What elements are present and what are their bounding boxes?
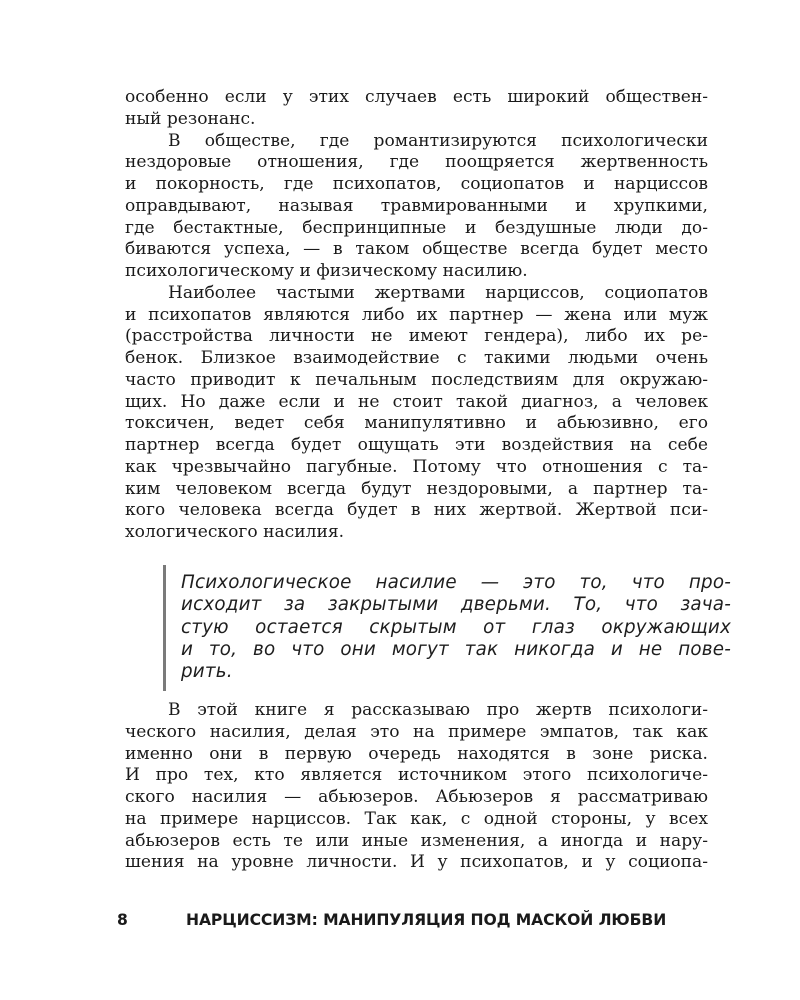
body-text-bottom bbox=[125, 700, 708, 874]
text-line: особенно если у этих случаев есть широкий обществен- bbox=[125, 87, 708, 107]
text-line: В обществе, где романтизируются психологически bbox=[168, 130, 708, 151]
text-line: бенок. Близкое взаимодействие с такими людьми очень bbox=[125, 348, 708, 368]
text-line: и покорность, где психопатов, социопатов и нарциссов bbox=[125, 174, 708, 194]
running-title: НАРЦИССИЗМ: МАНИПУЛЯЦИЯ ПОД МАСКОЙ ЛЮБВИ bbox=[186, 911, 667, 929]
text-line: оправдывают, называя травмированными и хрупкими, bbox=[125, 195, 708, 216]
text-line: часто приводит к печальным последствиям для окружаю- bbox=[125, 369, 708, 390]
text-line: шения на уровне личности. И у психопатов, и у социопа- bbox=[125, 852, 708, 873]
quote-line: стую остается скрытым от глаз окружающих bbox=[181, 616, 731, 638]
text-line: И про тех, кто является источником этого психологиче- bbox=[125, 765, 708, 786]
text-line: ского насилия — абьюзеров. Абьюзеров я рассматриваю bbox=[125, 787, 708, 807]
quote-line: рить. bbox=[181, 661, 233, 683]
text-line: биваются успеха, — в таком обществе всегда будет место bbox=[125, 239, 708, 260]
pull-quote bbox=[163, 565, 731, 691]
text-line: ческого насилия, делая это на примере эмпатов, так как bbox=[125, 721, 708, 742]
text-line: В этой книге я рассказываю про жертв психологи- bbox=[168, 700, 708, 720]
text-line: Наиболее частыми жертвами нарциссов, социопатов bbox=[168, 282, 708, 303]
text-line: партнер всегда будет ощущать эти воздействия на себе bbox=[125, 435, 708, 455]
text-line: и психопатов являются либо их партнер — жена или муж bbox=[125, 304, 708, 325]
text-line: как чрезвычайно пагубные. Потому что отношения с та- bbox=[125, 456, 708, 477]
text-line: (расстройства личности не имеют гендера), либо их ре- bbox=[125, 326, 708, 347]
text-line: именно они в первую очередь находятся в зоне риска. bbox=[125, 743, 708, 764]
text-line: нездоровые отношения, где поощряется жертвенность bbox=[125, 152, 708, 173]
body-text-top bbox=[125, 87, 708, 544]
text-line: абьюзеров есть те или иные изменения, а иногда и нару- bbox=[125, 830, 708, 851]
text-line: ный резонанс. bbox=[125, 108, 256, 129]
text-line: хологического насилия. bbox=[125, 522, 345, 542]
quote-line: и то, во что они могут так никогда и не пове- bbox=[181, 638, 731, 660]
quote-line: Психологическое насилие — это то, что про- bbox=[181, 572, 731, 593]
text-line: ким человеком всегда будут нездоровыми, а партнер та- bbox=[125, 478, 708, 499]
text-line: психологическому и физическому насилию. bbox=[125, 261, 528, 281]
text-line: где бестактные, беспринципные и бездушные люди до- bbox=[125, 217, 708, 238]
text-line: на примере нарциссов. Так как, с одной стороны, у всех bbox=[125, 808, 708, 829]
text-line: токсичен, ведет себя манипулятивно и абьюзивно, его bbox=[125, 413, 708, 434]
text-line: щих. Но даже если и не стоит такой диагноз, а человек bbox=[125, 391, 708, 412]
page-number: 8 bbox=[117, 911, 128, 929]
text-line: кого человека всегда будет в них жертвой. Жертвой пси- bbox=[125, 500, 708, 521]
quote-line: исходит за закрытыми дверьми. То, что зача- bbox=[181, 594, 731, 616]
